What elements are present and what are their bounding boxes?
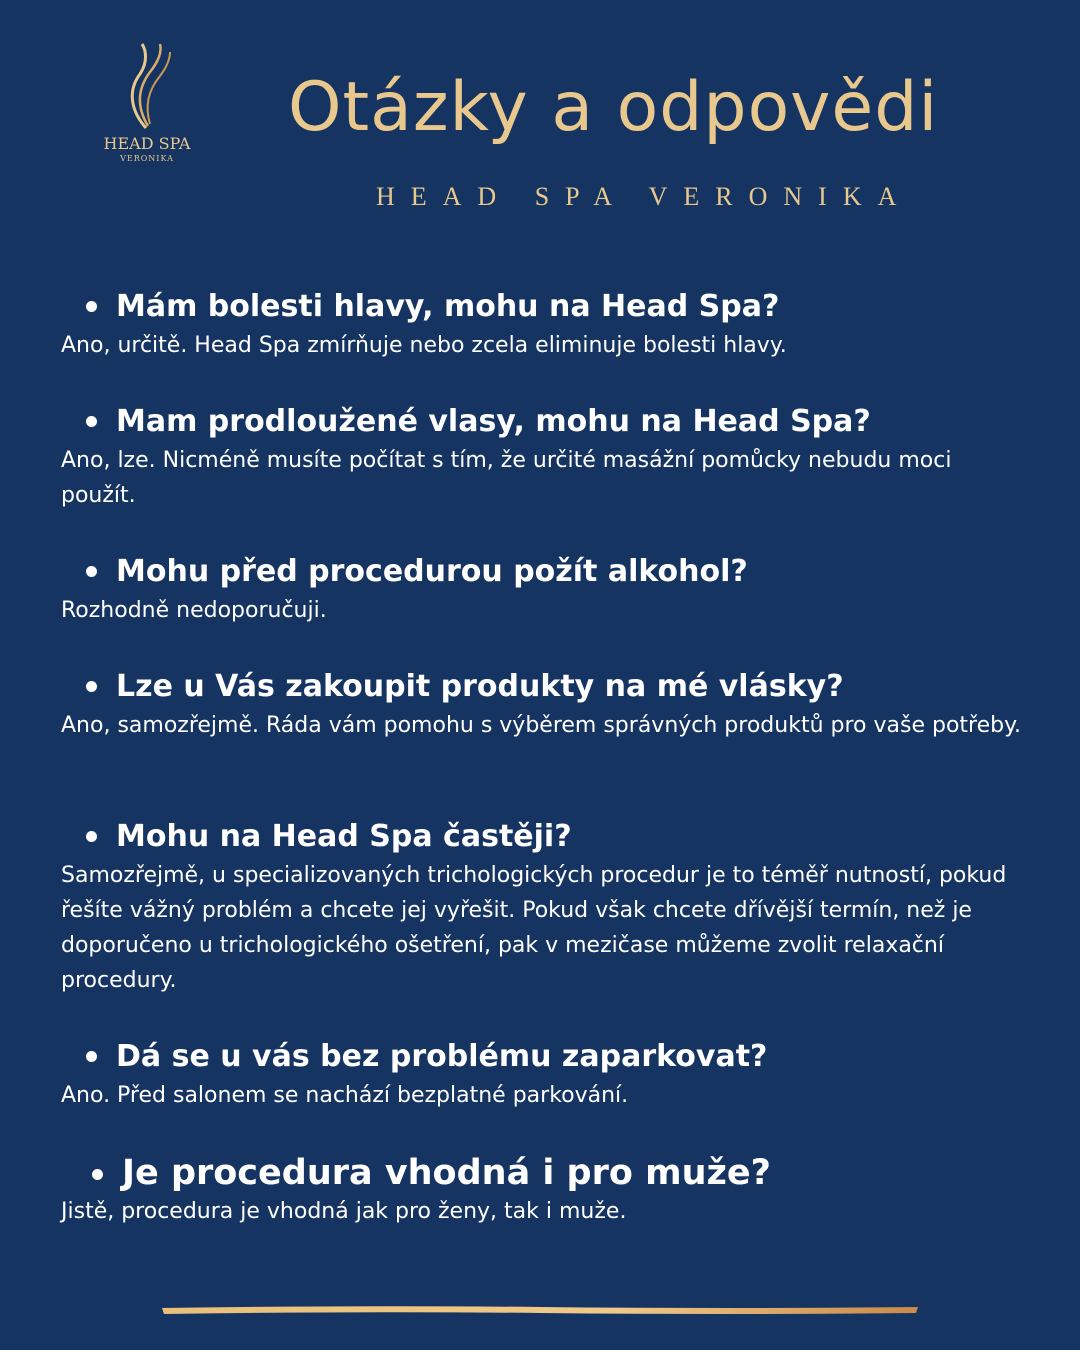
faq-question — [0, 1036, 1080, 1078]
faq-item — [0, 551, 1080, 628]
faq-item — [0, 666, 1080, 743]
faq-answer: Ano, lze. Nicméně musíte počítat s tím, že určité masážní pomůcky nebudu moci použít. — [61, 448, 952, 508]
bullet-icon — [86, 681, 97, 692]
faq-answer: Jistě, procedura je vhodná jak pro ženy, tak i muže. — [61, 1199, 627, 1224]
logo-name: HEAD SPA — [103, 134, 191, 153]
faq-answer: Ano, samozřejmě. Ráda vám pomohu s výběrem správných produktů pro vaše potřeby. — [61, 713, 1021, 738]
bullet-icon — [86, 1051, 97, 1062]
faq-question-text: Je procedura vhodná i pro muže? — [122, 1153, 771, 1193]
page-title: Otázky a odpovědi — [288, 68, 939, 147]
faq-answer: Samozřejmě, u specializovaných trichologických procedur je to téměř nutností, pokud řešíte vážný problém a chcete jej vyřešit. Pokud však chcete dřívější termín, než je doporučeno u trichologického ošetření, pak v mezičase můžeme zvolit relaxační procedury. — [61, 863, 1007, 993]
faq-item — [0, 286, 1080, 363]
gold-brush-divider — [160, 1305, 920, 1315]
faq-question-text: Mám bolesti hlavy, mohu na Head Spa? — [116, 289, 780, 324]
bullet-icon — [86, 416, 97, 427]
faq-question — [0, 666, 1080, 708]
faq-question-text: Dá se u vás bez problému zaparkovat? — [116, 1039, 768, 1074]
faq-question — [0, 816, 1080, 858]
faq-question — [0, 286, 1080, 328]
faq-question-text: Lze u Vás zakoupit produkty na mé vlásky? — [116, 669, 844, 704]
bullet-icon — [86, 301, 97, 312]
faq-answer: Ano, určitě. Head Spa zmírňuje nebo zcela eliminuje bolesti hlavy. — [61, 333, 787, 358]
bullet-icon — [92, 1169, 103, 1180]
faq-question — [0, 401, 1080, 443]
faq-question-text: Mam prodloužené vlasy, mohu na Head Spa? — [116, 404, 871, 439]
page-subtitle: HEAD SPA VERONIKA — [376, 182, 913, 211]
faq-item — [0, 816, 1080, 998]
bullet-icon — [86, 566, 97, 577]
logo-subname: VERONIKA — [120, 154, 174, 163]
swirl-logo-icon — [116, 40, 176, 132]
faq-question — [0, 1152, 1080, 1194]
faq-question-text: Mohu na Head Spa častěji? — [116, 819, 572, 854]
faq-question-text: Mohu před procedurou požít alkohol? — [116, 554, 748, 589]
faq-answer: Ano. Před salonem se nachází bezplatné parkování. — [61, 1083, 629, 1108]
faq-item — [0, 1036, 1080, 1113]
bullet-icon — [86, 831, 97, 842]
faq-question — [0, 551, 1080, 593]
faq-item — [0, 1152, 1080, 1229]
faq-answer: Rozhodně nedoporučuji. — [61, 598, 327, 623]
faq-item — [0, 401, 1080, 513]
logo — [96, 40, 198, 170]
